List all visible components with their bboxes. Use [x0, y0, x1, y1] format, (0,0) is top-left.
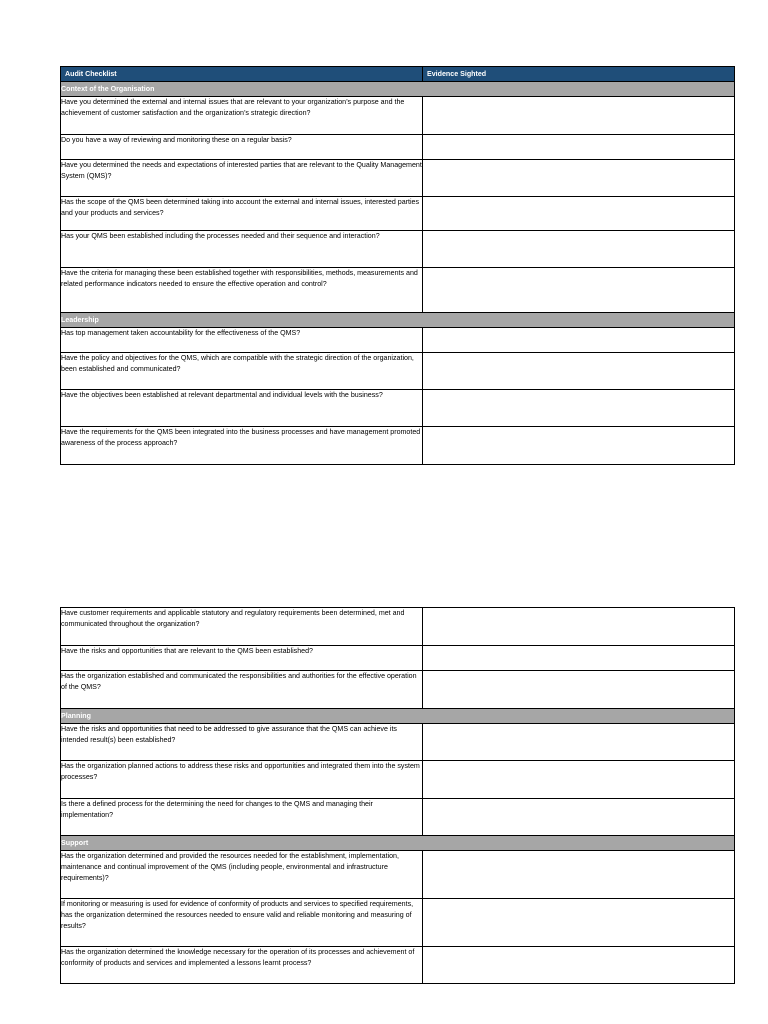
- section-title: Leadership: [61, 313, 735, 328]
- table-row: [61, 724, 735, 761]
- section-row-context: [61, 82, 735, 97]
- section-row-planning: [61, 709, 735, 724]
- evidence-cell[interactable]: [423, 197, 735, 231]
- table-row: [61, 197, 735, 231]
- evidence-cell[interactable]: [423, 427, 735, 465]
- question-cell: Has the organization determined the knowledge necessary for the operation of its processes and achievement of conformity of products and services and implemented a lessons learnt process?: [61, 947, 423, 984]
- evidence-cell[interactable]: [423, 390, 735, 427]
- question-cell: Have the criteria for managing these been established together with responsibilities, methods, measurements and related performance indicators needed to ensure the effective operation and control?: [61, 268, 423, 313]
- question-cell: Have the risks and opportunities that need to be addressed to give assurance that the QMS can achieve its intended result(s) been established?: [61, 724, 423, 761]
- evidence-cell[interactable]: [423, 899, 735, 947]
- question-cell: Have the objectives been established at relevant departmental and individual levels with the business?: [61, 390, 423, 427]
- question-cell: Has the organization determined and provided the resources needed for the establishment, implementation, maintenance and continual improvement of the QMS (including people, environmental and infrastructure requirements)?: [61, 851, 423, 899]
- section-title: Planning: [61, 709, 735, 724]
- evidence-cell[interactable]: [423, 160, 735, 197]
- table-row: [61, 268, 735, 313]
- evidence-cell[interactable]: [423, 799, 735, 836]
- table-row: [61, 160, 735, 197]
- table-row: [61, 947, 735, 984]
- table-row: [61, 899, 735, 947]
- question-cell: Has your QMS been established including the processes needed and their sequence and interaction?: [61, 231, 423, 268]
- table-row: [61, 353, 735, 390]
- evidence-cell[interactable]: [423, 231, 735, 268]
- evidence-cell[interactable]: [423, 761, 735, 799]
- table-row: [61, 135, 735, 160]
- evidence-cell[interactable]: [423, 328, 735, 353]
- table-row: [61, 851, 735, 899]
- table-row: [61, 427, 735, 465]
- question-cell: Have the risks and opportunities that are relevant to the QMS been established?: [61, 646, 423, 671]
- table-row: [61, 328, 735, 353]
- evidence-cell[interactable]: [423, 135, 735, 160]
- question-cell: If monitoring or measuring is used for evidence of conformity of products and services to specified requirements, has the organization determined the resources needed to ensure valid and reliable monitoring and measuring of results?: [61, 899, 423, 947]
- table-row: [61, 97, 735, 135]
- evidence-sighted-header: Evidence Sighted: [423, 67, 735, 82]
- evidence-cell[interactable]: [423, 646, 735, 671]
- question-cell: Has the organization planned actions to address these risks and opportunities and integrated them into the system processes?: [61, 761, 423, 799]
- evidence-cell[interactable]: [423, 724, 735, 761]
- table-header-row: [61, 67, 735, 82]
- question-cell: Has the scope of the QMS been determined taking into account the external and internal issues, interested parties and your products and services?: [61, 197, 423, 231]
- section-row-leadership: [61, 313, 735, 328]
- question-cell: Have the requirements for the QMS been integrated into the business processes and have management promoted awareness of the process approach?: [61, 427, 423, 465]
- evidence-cell[interactable]: [423, 353, 735, 390]
- table-row: [61, 390, 735, 427]
- table-row: [61, 231, 735, 268]
- question-cell: Is there a defined process for the determining the need for changes to the QMS and managing their implementation?: [61, 799, 423, 836]
- question-cell: Have you determined the external and internal issues that are relevant to your organization’s purpose and the achievement of customer satisfaction and the organization’s strategic direction?: [61, 97, 423, 135]
- table-row: [61, 761, 735, 799]
- table-row: [61, 608, 735, 646]
- section-title: Context of the Organisation: [61, 82, 735, 97]
- question-cell: Has the organization established and communicated the responsibilities and authorities for the effective operation of the QMS?: [61, 671, 423, 709]
- section-row-support: [61, 836, 735, 851]
- table-row: [61, 646, 735, 671]
- audit-checklist-header: Audit Checklist: [61, 67, 423, 82]
- audit-checklist-table-page-2: [60, 607, 735, 984]
- question-cell: Have customer requirements and applicable statutory and regulatory requirements been determined, met and communicated throughout the organization?: [61, 608, 423, 646]
- evidence-cell[interactable]: [423, 947, 735, 984]
- question-cell: Have you determined the needs and expectations of interested parties that are relevant to the Quality Management System (QMS)?: [61, 160, 423, 197]
- section-title: Support: [61, 836, 735, 851]
- evidence-cell[interactable]: [423, 851, 735, 899]
- evidence-cell[interactable]: [423, 608, 735, 646]
- question-cell: Do you have a way of reviewing and monitoring these on a regular basis?: [61, 135, 423, 160]
- evidence-cell[interactable]: [423, 97, 735, 135]
- evidence-cell[interactable]: [423, 268, 735, 313]
- question-cell: Has top management taken accountability for the effectiveness of the QMS?: [61, 328, 423, 353]
- audit-checklist-table-page-1: [60, 66, 735, 465]
- table-row: [61, 671, 735, 709]
- question-cell: Have the policy and objectives for the QMS, which are compatible with the strategic direction of the organization, been established and communicated?: [61, 353, 423, 390]
- evidence-cell[interactable]: [423, 671, 735, 709]
- table-row: [61, 799, 735, 836]
